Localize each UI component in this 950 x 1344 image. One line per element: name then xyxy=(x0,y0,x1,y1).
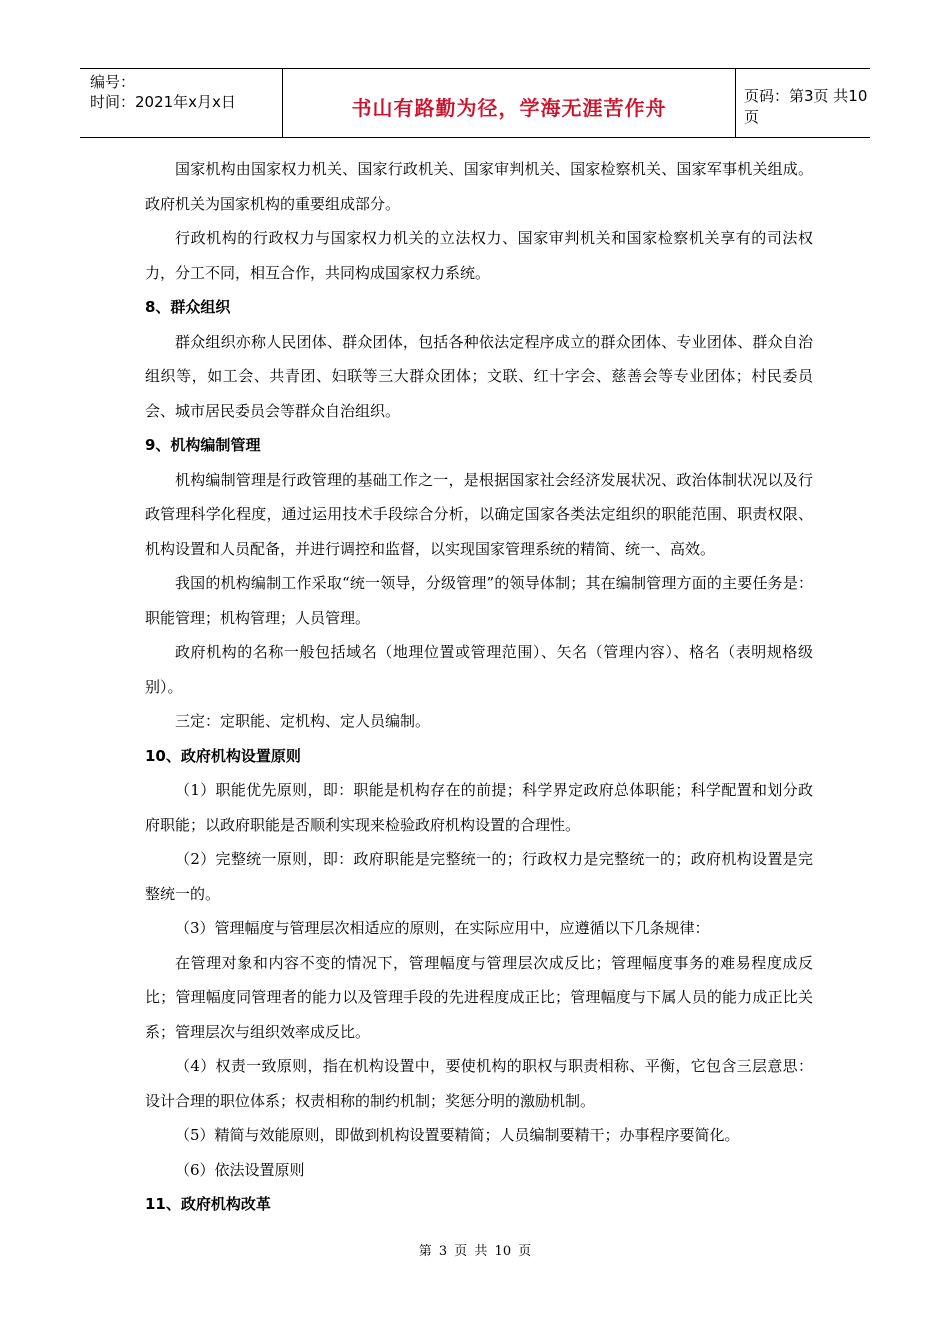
paragraph: （3）管理幅度与管理层次相适应的原则，在实际应用中，应遵循以下几条规律： xyxy=(175,919,710,937)
header-motto: 书山有路勤为径，学海无涯苦作舟 xyxy=(283,69,736,137)
paragraph: 在管理对象和内容不变的情况下，管理幅度与管理层次成反比；管理幅度事务的难易程度成反比；管理幅度同管理者的能力以及管理手段的先进程度成正比；管理幅度与下属人员的能力成正比关系；管理层次与组织效率成反比。 xyxy=(145,953,813,1041)
header-page-info: 页码：第3页 共10页 xyxy=(744,87,868,126)
page-footer: 第 3 页 共 10 页 xyxy=(418,1244,532,1259)
date-label: 时间：2021年x月x日 xyxy=(90,93,236,111)
paragraph: 我国的机构编制工作采取“统一领导，分级管理”的领导体制；其在编制管理方面的主要任务是：职能管理；机构管理；人员管理。 xyxy=(145,574,813,627)
section-heading: 11、政府机构改革 xyxy=(145,1195,271,1213)
paragraph: （6）依法设置原则 xyxy=(175,1160,305,1179)
section-heading: 8、群众组织 xyxy=(145,298,231,316)
paragraph: （2）完整统一原则，即：政府职能是完整统一的；行政权力是完整统一的；政府机构设置是完整统一的。 xyxy=(145,850,813,903)
document-body xyxy=(145,152,813,1222)
paragraph: 国家机构由国家权力机关、国家行政机关、国家审判机关、国家检察机关、国家军事机关组成。政府机关为国家机构的重要组成部分。 xyxy=(145,160,813,213)
paragraph: 三定：定职能、定机构、定人员编制。 xyxy=(175,712,431,730)
paragraph: 行政机构的行政权力与国家权力机关的立法权力、国家审判机关和国家检察机关享有的司法权力，分工不同，相互合作，共同构成国家权力系统。 xyxy=(145,229,813,282)
number-label: 编号： xyxy=(90,73,136,91)
page-header xyxy=(80,68,870,138)
paragraph: （5）精简与效能原则，即做到机构设置要精简；人员编制要精干；办事程序要简化。 xyxy=(175,1126,740,1144)
paragraph: 政府机构的名称一般包括域名（地理位置或管理范围）、矢名（管理内容）、格名（表明规格级别）。 xyxy=(145,643,813,696)
paragraph: （1）职能优先原则，即：职能是机构存在的前提；科学界定政府总体职能；科学配置和划分政府职能；以政府职能是否顺利实现来检验政府机构设置的合理性。 xyxy=(145,781,813,834)
header-meta xyxy=(80,69,283,137)
section-heading: 9、机构编制管理 xyxy=(145,436,261,454)
paragraph: 机构编制管理是行政管理的基础工作之一，是根据国家社会经济发展状况、政治体制状况以及行政管理科学化程度，通过运用技术手段综合分析，以确定国家各类法定组织的职能范围、职责权限、机构设置和人员配备，并进行调控和监督，以实现国家管理系统的精简、统一、高效。 xyxy=(145,470,813,558)
paragraph: （4）权责一致原则，指在机构设置中，要使机构的职权与职责相称、平衡，它包含三层意思：设计合理的职位体系；权责相称的制约机制；奖惩分明的激励机制。 xyxy=(145,1057,813,1110)
paragraph: 群众组织亦称人民团体、群众团体，包括各种依法定程序成立的群众团体、专业团体、群众自治组织等，如工会、共青团、妇联等三大群众团体；文联、红十字会、慈善会等专业团体；村民委员会、城市居民委员会等群众自治组织。 xyxy=(145,332,813,420)
section-heading: 10、政府机构设置原则 xyxy=(145,746,301,765)
